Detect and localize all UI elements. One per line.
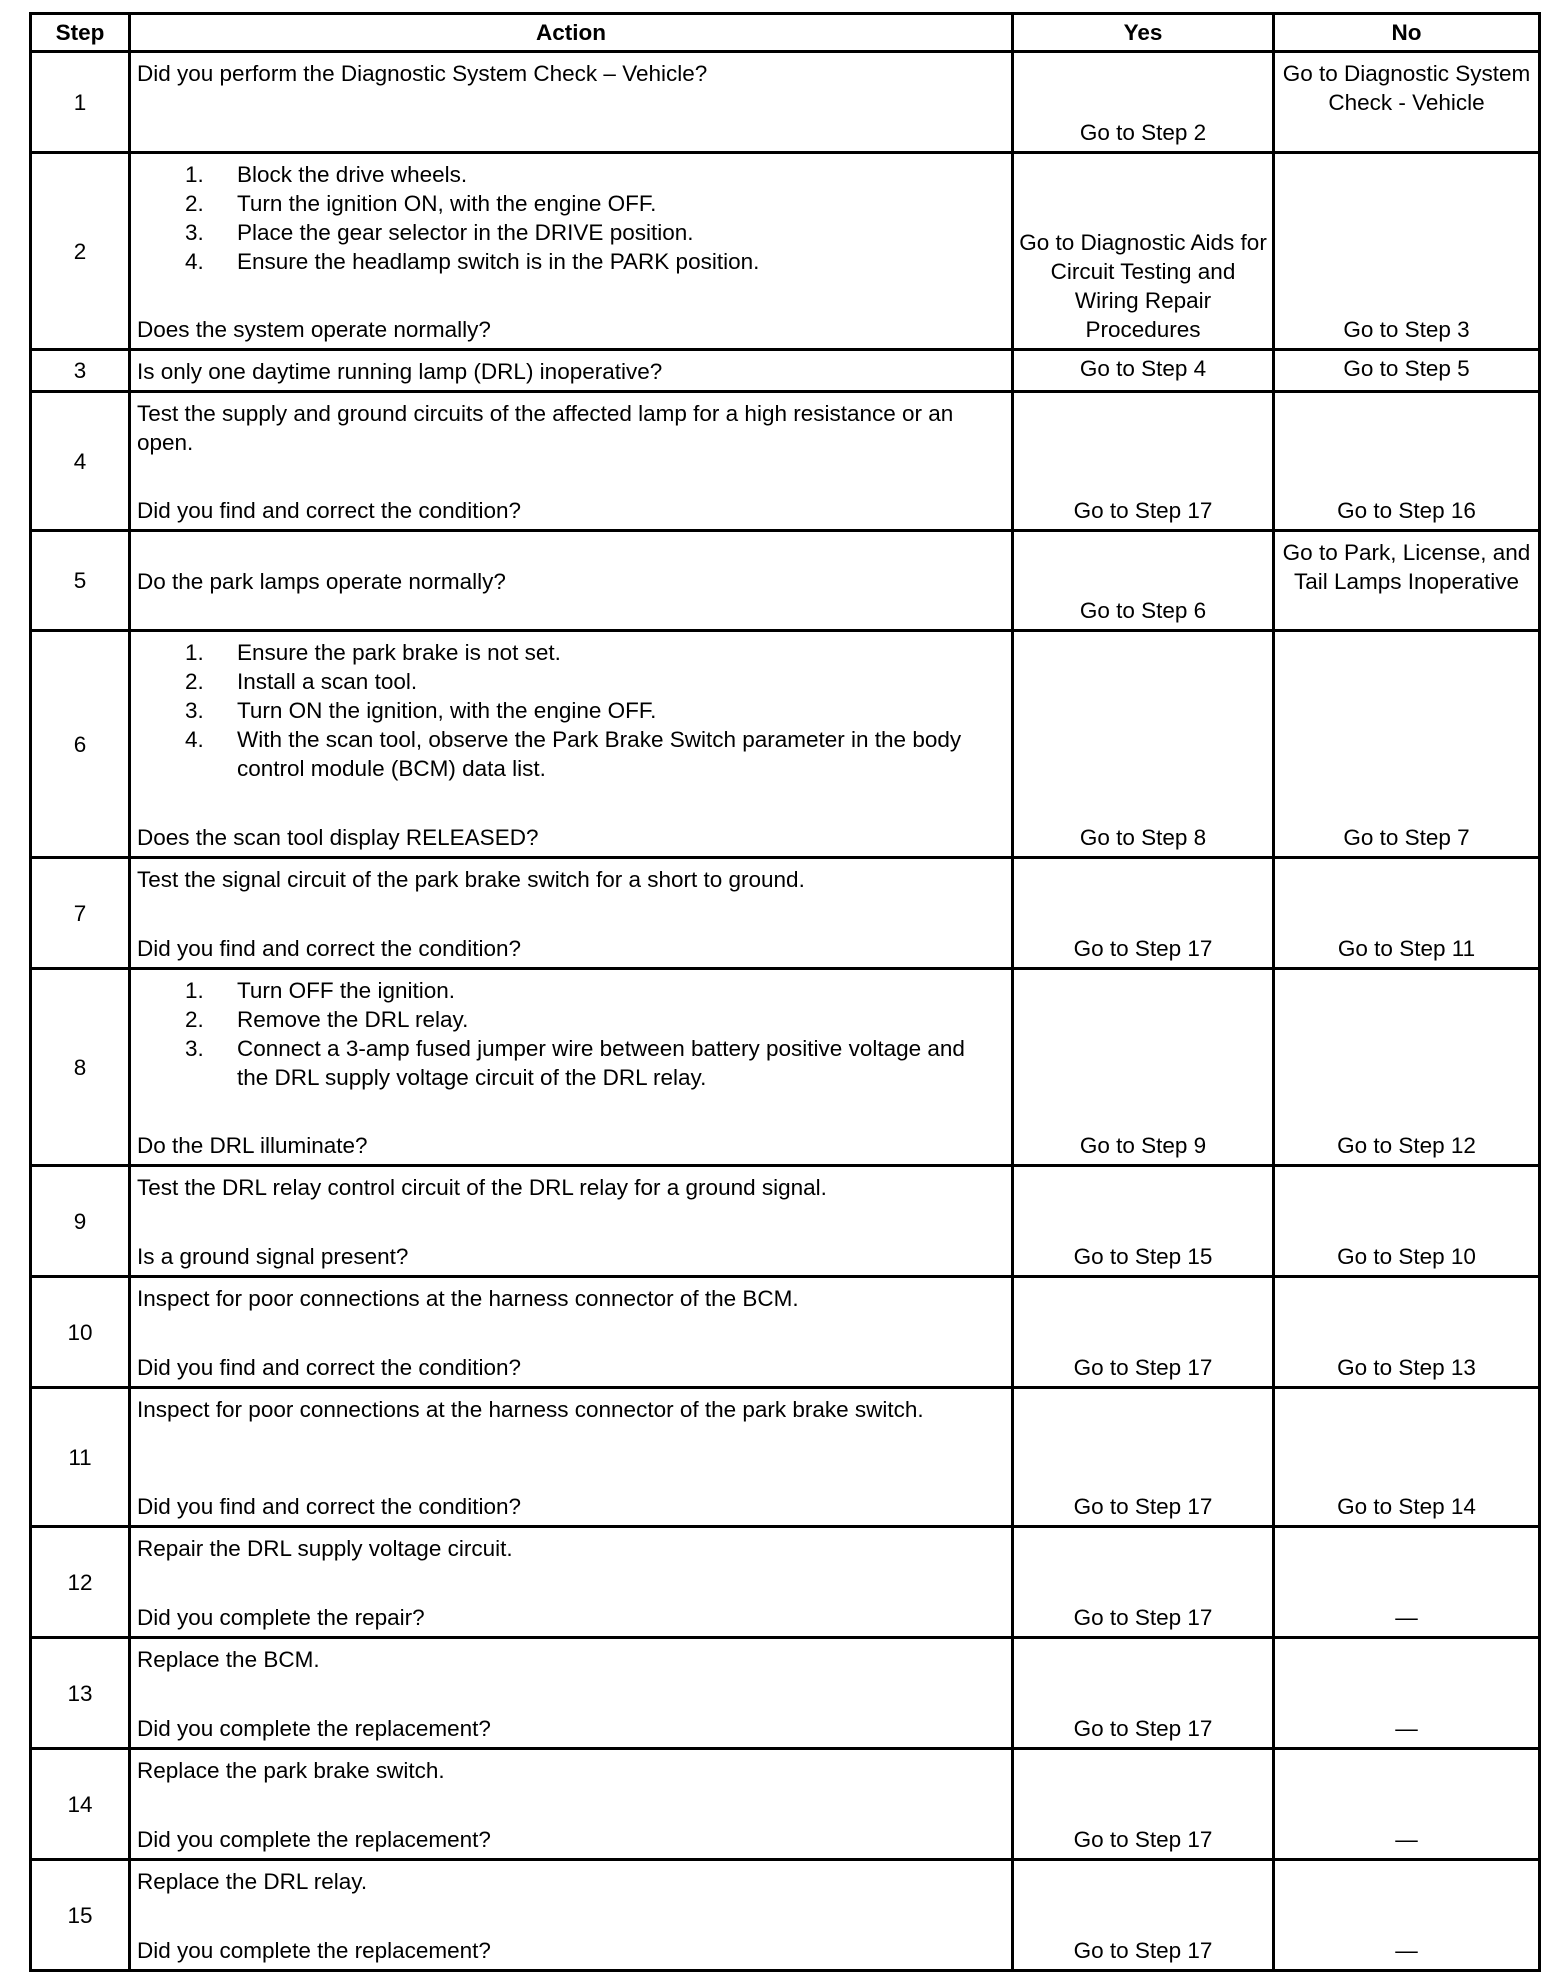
procedure-item: Block the drive wheels. (237, 162, 468, 187)
step-number: 11 (31, 1388, 130, 1527)
table-row (31, 1166, 1540, 1277)
header-row (31, 14, 1540, 52)
no-result: Go to Step 11 (1274, 858, 1540, 969)
action-text: Repair the DRL supply voltage circuit. (137, 1536, 513, 1561)
table-row (31, 969, 1540, 1166)
procedure-item: Ensure the headlamp switch is in the PARK position. (237, 249, 760, 274)
procedure-item: Turn ON the ignition, with the engine OFF. (237, 698, 657, 723)
step-number: 14 (31, 1749, 130, 1860)
step-number: 13 (31, 1638, 130, 1749)
yes-result: Go to Step 8 (1013, 631, 1274, 858)
no-result: — (1274, 1527, 1540, 1638)
action-cell (130, 969, 1013, 1166)
action-question: Did you complete the replacement? (137, 1827, 491, 1852)
table-row (31, 1277, 1540, 1388)
procedure-item: Turn the ignition ON, with the engine OFF. (237, 191, 657, 216)
table-row (31, 531, 1540, 631)
step-number: 9 (31, 1166, 130, 1277)
procedure-item: Connect a 3-amp fused jumper wire between battery positive voltage and the DRL supply voltage circuit of the DRL relay. (237, 1036, 965, 1090)
no-result: Go to Step 12 (1274, 969, 1540, 1166)
action-text: Test the DRL relay control circuit of the DRL relay for a ground signal. (137, 1175, 827, 1200)
no-result: Go to Step 5 (1274, 350, 1540, 392)
action-question: Does the scan tool display RELEASED? (137, 825, 539, 850)
yes-result: Go to Step 4 (1013, 350, 1274, 392)
step-number: 2 (31, 153, 130, 350)
action-question: Do the DRL illuminate? (137, 1133, 368, 1158)
action-cell (130, 631, 1013, 858)
yes-result: Go to Step 17 (1013, 1860, 1274, 1971)
step-number: 12 (31, 1527, 130, 1638)
yes-result: Go to Step 17 (1013, 858, 1274, 969)
step-number: 3 (31, 350, 130, 392)
yes-result: Go to Step 17 (1013, 1638, 1274, 1749)
action-cell (130, 1166, 1013, 1277)
step-number: 7 (31, 858, 130, 969)
yes-result: Go to Step 6 (1013, 531, 1274, 631)
action-text: Replace the BCM. (137, 1647, 320, 1672)
step-number: 5 (31, 531, 130, 631)
action-cell (130, 1638, 1013, 1749)
no-result: Go to Step 10 (1274, 1166, 1540, 1277)
table-row (31, 631, 1540, 858)
step-number: 4 (31, 392, 130, 531)
table-row (31, 1388, 1540, 1527)
procedure-item: Turn OFF the ignition. (237, 978, 456, 1003)
table-row (31, 153, 1540, 350)
action-question: Did you find and correct the condition? (137, 498, 521, 523)
header-action: Action (130, 14, 1013, 52)
no-result: Go to Park, License, and Tail Lamps Inoperative (1274, 531, 1540, 631)
action-cell (130, 1388, 1013, 1527)
table-row (31, 1860, 1540, 1971)
table-row (31, 52, 1540, 153)
header-no: No (1274, 14, 1540, 52)
action-text: Did you perform the Diagnostic System Check – Vehicle? (137, 61, 708, 86)
action-question: Did you complete the replacement? (137, 1938, 491, 1963)
table-row (31, 1749, 1540, 1860)
table-row (31, 392, 1540, 531)
yes-result: Go to Diagnostic Aids for Circuit Testing and Wiring Repair Procedures (1013, 153, 1274, 350)
table-row (31, 1638, 1540, 1749)
action-question: Did you find and correct the condition? (137, 1494, 521, 1519)
action-question: Did you complete the replacement? (137, 1716, 491, 1741)
action-text: Test the supply and ground circuits of the affected lamp for a high resistance or an open. (137, 401, 960, 455)
step-number: 8 (31, 969, 130, 1166)
no-result: — (1274, 1638, 1540, 1749)
step-number: 15 (31, 1860, 130, 1971)
action-cell (130, 531, 1013, 631)
table-row (31, 350, 1540, 392)
header-step: Step (31, 14, 130, 52)
action-text: Inspect for poor connections at the harness connector of the BCM. (137, 1286, 799, 1311)
diagnostic-table (29, 12, 1541, 1972)
yes-result: Go to Step 17 (1013, 1388, 1274, 1527)
no-result: Go to Diagnostic System Check - Vehicle (1274, 52, 1540, 153)
action-text: Replace the park brake switch. (137, 1758, 445, 1783)
action-question: Did you find and correct the condition? (137, 1355, 521, 1380)
step-number: 6 (31, 631, 130, 858)
procedure-item: Place the gear selector in the DRIVE position. (237, 220, 694, 245)
procedure-list (137, 160, 1001, 276)
no-result: Go to Step 16 (1274, 392, 1540, 531)
action-text: Replace the DRL relay. (137, 1869, 368, 1894)
header-yes: Yes (1013, 14, 1274, 52)
action-cell (130, 392, 1013, 531)
action-cell (130, 1527, 1013, 1638)
step-number: 1 (31, 52, 130, 153)
action-cell (130, 153, 1013, 350)
step-number: 10 (31, 1277, 130, 1388)
procedure-list (137, 976, 1001, 1092)
procedure-list (137, 638, 1001, 783)
yes-result: Go to Step 17 (1013, 1749, 1274, 1860)
procedure-item: With the scan tool, observe the Park Brake Switch parameter in the body control module (BCM) data list. (237, 727, 962, 781)
no-result: — (1274, 1749, 1540, 1860)
table-row (31, 1527, 1540, 1638)
action-cell (130, 858, 1013, 969)
table-row (31, 858, 1540, 969)
action-text: Do the park lamps operate normally? (137, 569, 506, 594)
action-cell (130, 1749, 1013, 1860)
yes-result: Go to Step 17 (1013, 392, 1274, 531)
action-question: Is a ground signal present? (137, 1244, 409, 1269)
action-question: Did you find and correct the condition? (137, 936, 521, 961)
yes-result: Go to Step 17 (1013, 1527, 1274, 1638)
no-result: Go to Step 3 (1274, 153, 1540, 350)
no-result: Go to Step 13 (1274, 1277, 1540, 1388)
action-question: Did you complete the repair? (137, 1605, 425, 1630)
action-text: Inspect for poor connections at the harness connector of the park brake switch. (137, 1397, 924, 1422)
yes-result: Go to Step 17 (1013, 1277, 1274, 1388)
no-result: — (1274, 1860, 1540, 1971)
no-result: Go to Step 14 (1274, 1388, 1540, 1527)
procedure-item: Ensure the park brake is not set. (237, 640, 561, 665)
action-cell (130, 1277, 1013, 1388)
yes-result: Go to Step 15 (1013, 1166, 1274, 1277)
procedure-item: Install a scan tool. (237, 669, 418, 694)
no-result: Go to Step 7 (1274, 631, 1540, 858)
procedure-item: Remove the DRL relay. (237, 1007, 469, 1032)
action-text: Test the signal circuit of the park brake switch for a short to ground. (137, 867, 805, 892)
action-cell (130, 1860, 1013, 1971)
action-cell (130, 52, 1013, 153)
yes-result: Go to Step 2 (1013, 52, 1274, 153)
action-cell (130, 350, 1013, 392)
yes-result: Go to Step 9 (1013, 969, 1274, 1166)
action-text: Is only one daytime running lamp (DRL) inoperative? (137, 359, 663, 384)
action-question: Does the system operate normally? (137, 317, 491, 342)
